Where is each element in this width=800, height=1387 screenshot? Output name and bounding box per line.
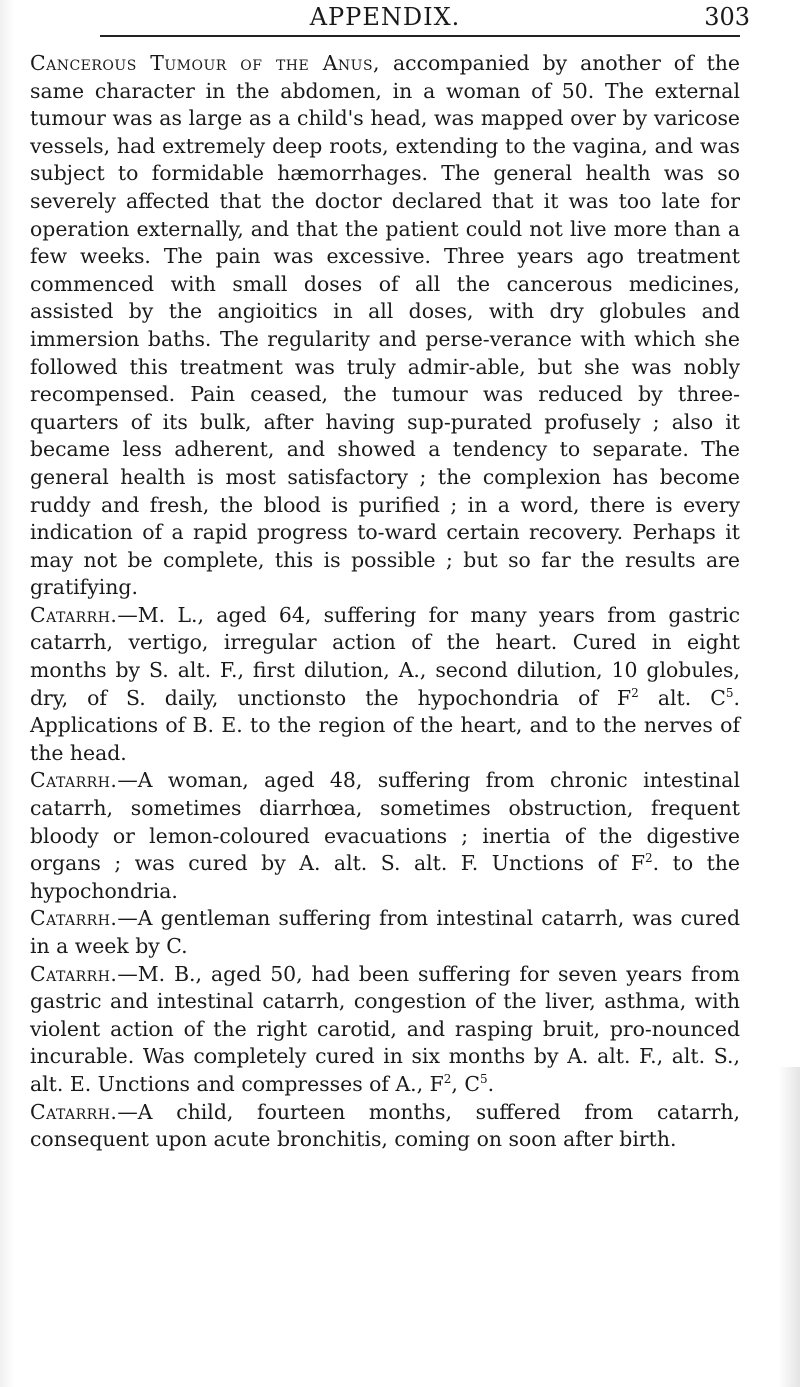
paragraph-text: , C xyxy=(451,1071,480,1096)
paragraph-text: . to the hypochondria. xyxy=(30,851,740,903)
superscript: 5 xyxy=(480,1071,488,1086)
superscript: 5 xyxy=(725,685,734,700)
page-gutter-shadow xyxy=(0,0,14,1387)
paragraph-text: —M. L., aged 64, suffering for many years from gastric catarrh, vertigo, irregular action of the heart. Cured in eight months by S. alt. F., first dilution, A., second dilution, 10 globules, dry, of S. daily, unctionsto the hypochondria of F xyxy=(30,602,740,710)
header-rule xyxy=(100,35,740,37)
paragraph-text: alt. C xyxy=(638,685,726,710)
running-title: APPENDIX. xyxy=(309,3,461,31)
page-number: 303 xyxy=(704,3,750,31)
paragraph-catarrh-4 xyxy=(30,961,740,1099)
paragraph-heading: Cancerous Tumour of the Anus, xyxy=(30,51,381,75)
paragraph-catarrh-1 xyxy=(30,602,740,768)
paragraph-text: accompanied by another of the same character in the abdomen, in a woman of 50. The external tumour was as large as a child's head, was mapped over by varicose vessels, had extremely deep roots, extending to the vagina, and was subject to formidable hæmorrhages. The general health was so severely affected that the doctor declared that it was too late for operation externally, and that the patient could not live more than a few weeks. The pain was excessive. Three years ago treatment commenced with small doses of all the cancerous medicines, assisted by the angioitics in all doses, with dry globules and immersion baths. The regularity and perse-verance with which she followed this treatment was truly admir-able, but she was nobly recompensed. Pain ceased, the tumour was reduced by three-quarters of its bulk, after having sup-purated profusely ; also it became less adherent, and showed a tendency to separate. The general health is most satisfactory ; the complexion has become ruddy and fresh, the blood is purified ; in a word, there is every indication of a rapid progress to-ward certain recovery. Perhaps it may not be complete, this is possible ; but so far the results are gratifying. xyxy=(30,51,740,600)
superscript: 2 xyxy=(645,851,653,866)
paragraph-heading: Catarrh. xyxy=(30,1099,118,1124)
running-head xyxy=(30,0,750,44)
paragraph-heading: Catarrh. xyxy=(30,602,118,627)
page-edge-shadow xyxy=(778,1067,800,1387)
superscript: 2 xyxy=(443,1071,452,1086)
paragraph-catarrh-5 xyxy=(30,1099,740,1154)
paragraph-text: —A woman, aged 48, suffering from chronic intestinal catarrh, sometimes diarrhœa, sometimes obstruction, frequent bloody or lemon-coloured evacuations ; inertia of the digestive organs ; was cured by A. alt. S. alt. F. Unctions of F xyxy=(30,768,740,876)
paragraph-catarrh-3 xyxy=(30,905,740,960)
paragraph-heading: Catarrh. xyxy=(30,768,118,793)
body-text xyxy=(30,50,740,1154)
paragraph-catarrh-2 xyxy=(30,767,740,905)
paragraph-text: —M. B., aged 50, had been suffering for seven years from gastric and intestinal catarrh, congestion of the liver, asthma, with violent action of the right carotid, and rasping bruit, pro-nounced incurable. Was completely cured in six months by A. alt. F., alt. S., alt. E. Unctions and compresses of A., F xyxy=(30,961,740,1096)
paragraph-heading: Catarrh. xyxy=(30,961,118,986)
paragraph-text: . xyxy=(487,1071,495,1096)
paragraph-cancerous-tumour xyxy=(30,50,740,602)
paragraph-text: —A child, fourteen months, suffered from catarrh, consequent upon acute bronchitis, coming on soon after birth. xyxy=(30,1099,740,1152)
book-page xyxy=(30,0,750,1154)
paragraph-text: . Applications of B. E. to the region of the heart, and to the nerves of the head. xyxy=(30,685,740,765)
superscript: 2 xyxy=(631,685,639,700)
paragraph-text: —A gentleman suffering from intestinal catarrh, was cured in a week by C. xyxy=(30,906,740,958)
paragraph-heading: Catarrh. xyxy=(30,906,118,931)
